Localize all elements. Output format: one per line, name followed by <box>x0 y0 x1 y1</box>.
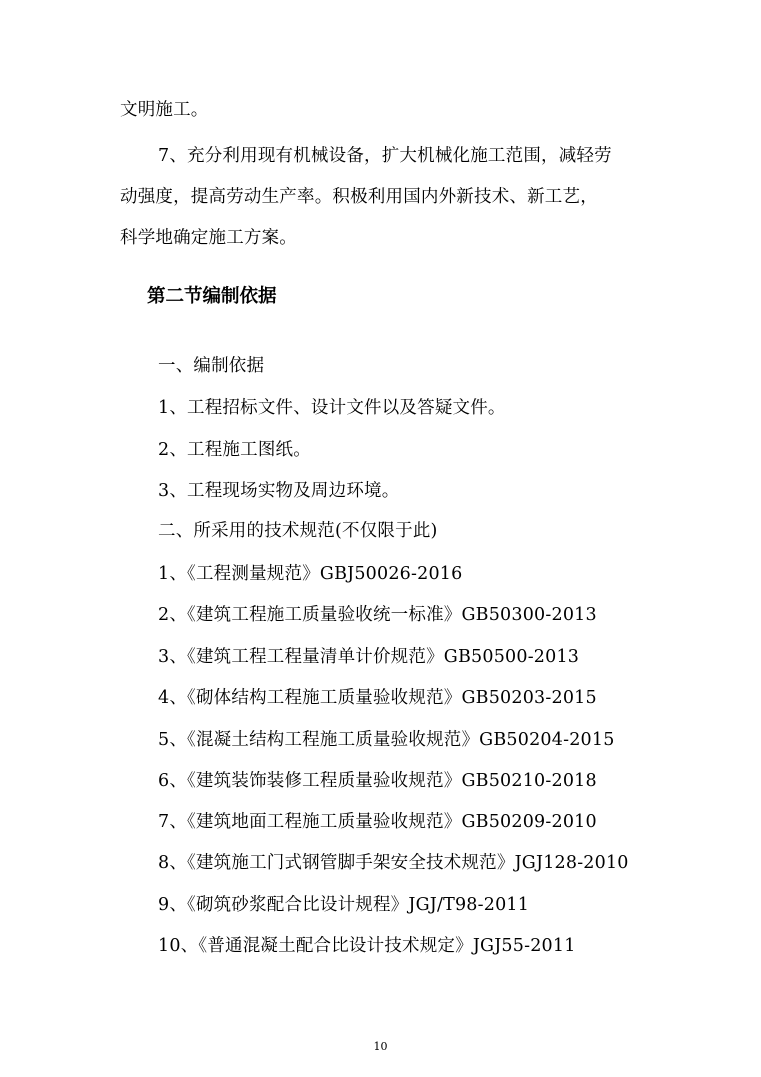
standard-item: 10、《普通混凝土配合比设计技术规定》JGJ55-2011 <box>158 936 576 956</box>
standard-item: 2、《建筑工程施工质量验收统一标准》GB50300-2013 <box>158 605 597 625</box>
paragraph-line: 7、充分利用现有机械设备，扩大机械化施工范围，减轻劳 <box>158 146 612 166</box>
standard-item: 9、《砌筑砂浆配合比设计规程》JGJ/T98-2011 <box>158 895 530 915</box>
basis-item: 1、工程招标文件、设计文件以及答疑文件。 <box>158 398 506 418</box>
paragraph-line: 文明施工。 <box>120 100 209 120</box>
standard-item: 3、《建筑工程工程量清单计价规范》GB50500-2013 <box>158 647 580 667</box>
standards-heading: 二、所采用的技术规范(不仅限于此) <box>158 521 438 541</box>
standard-item: 7、《建筑地面工程施工质量验收规范》GB50209-2010 <box>158 812 597 832</box>
standard-item: 5、《混凝土结构工程施工质量验收规范》GB50204-2015 <box>158 730 615 750</box>
section-title: 第二节编制依据 <box>147 286 277 307</box>
page-number: 10 <box>373 1040 388 1053</box>
standard-item: 6、《建筑装饰装修工程质量验收规范》GB50210-2018 <box>158 771 597 791</box>
basis-item: 2、工程施工图纸。 <box>158 440 311 460</box>
paragraph-line: 动强度，提高劳动生产率。积极利用国内外新技术、新工艺， <box>120 187 598 207</box>
standard-item: 1、《工程测量规范》GBJ50026-2016 <box>158 564 463 584</box>
basis-heading: 一、编制依据 <box>158 356 265 376</box>
paragraph-line: 科学地确定施工方案。 <box>120 228 297 248</box>
standard-item: 8、《建筑施工门式钢管脚手架安全技术规范》JGJ128-2010 <box>158 853 629 873</box>
standard-item: 4、《砌体结构工程施工质量验收规范》GB50203-2015 <box>158 688 597 708</box>
basis-item: 3、工程现场实物及周边环境。 <box>158 481 400 501</box>
